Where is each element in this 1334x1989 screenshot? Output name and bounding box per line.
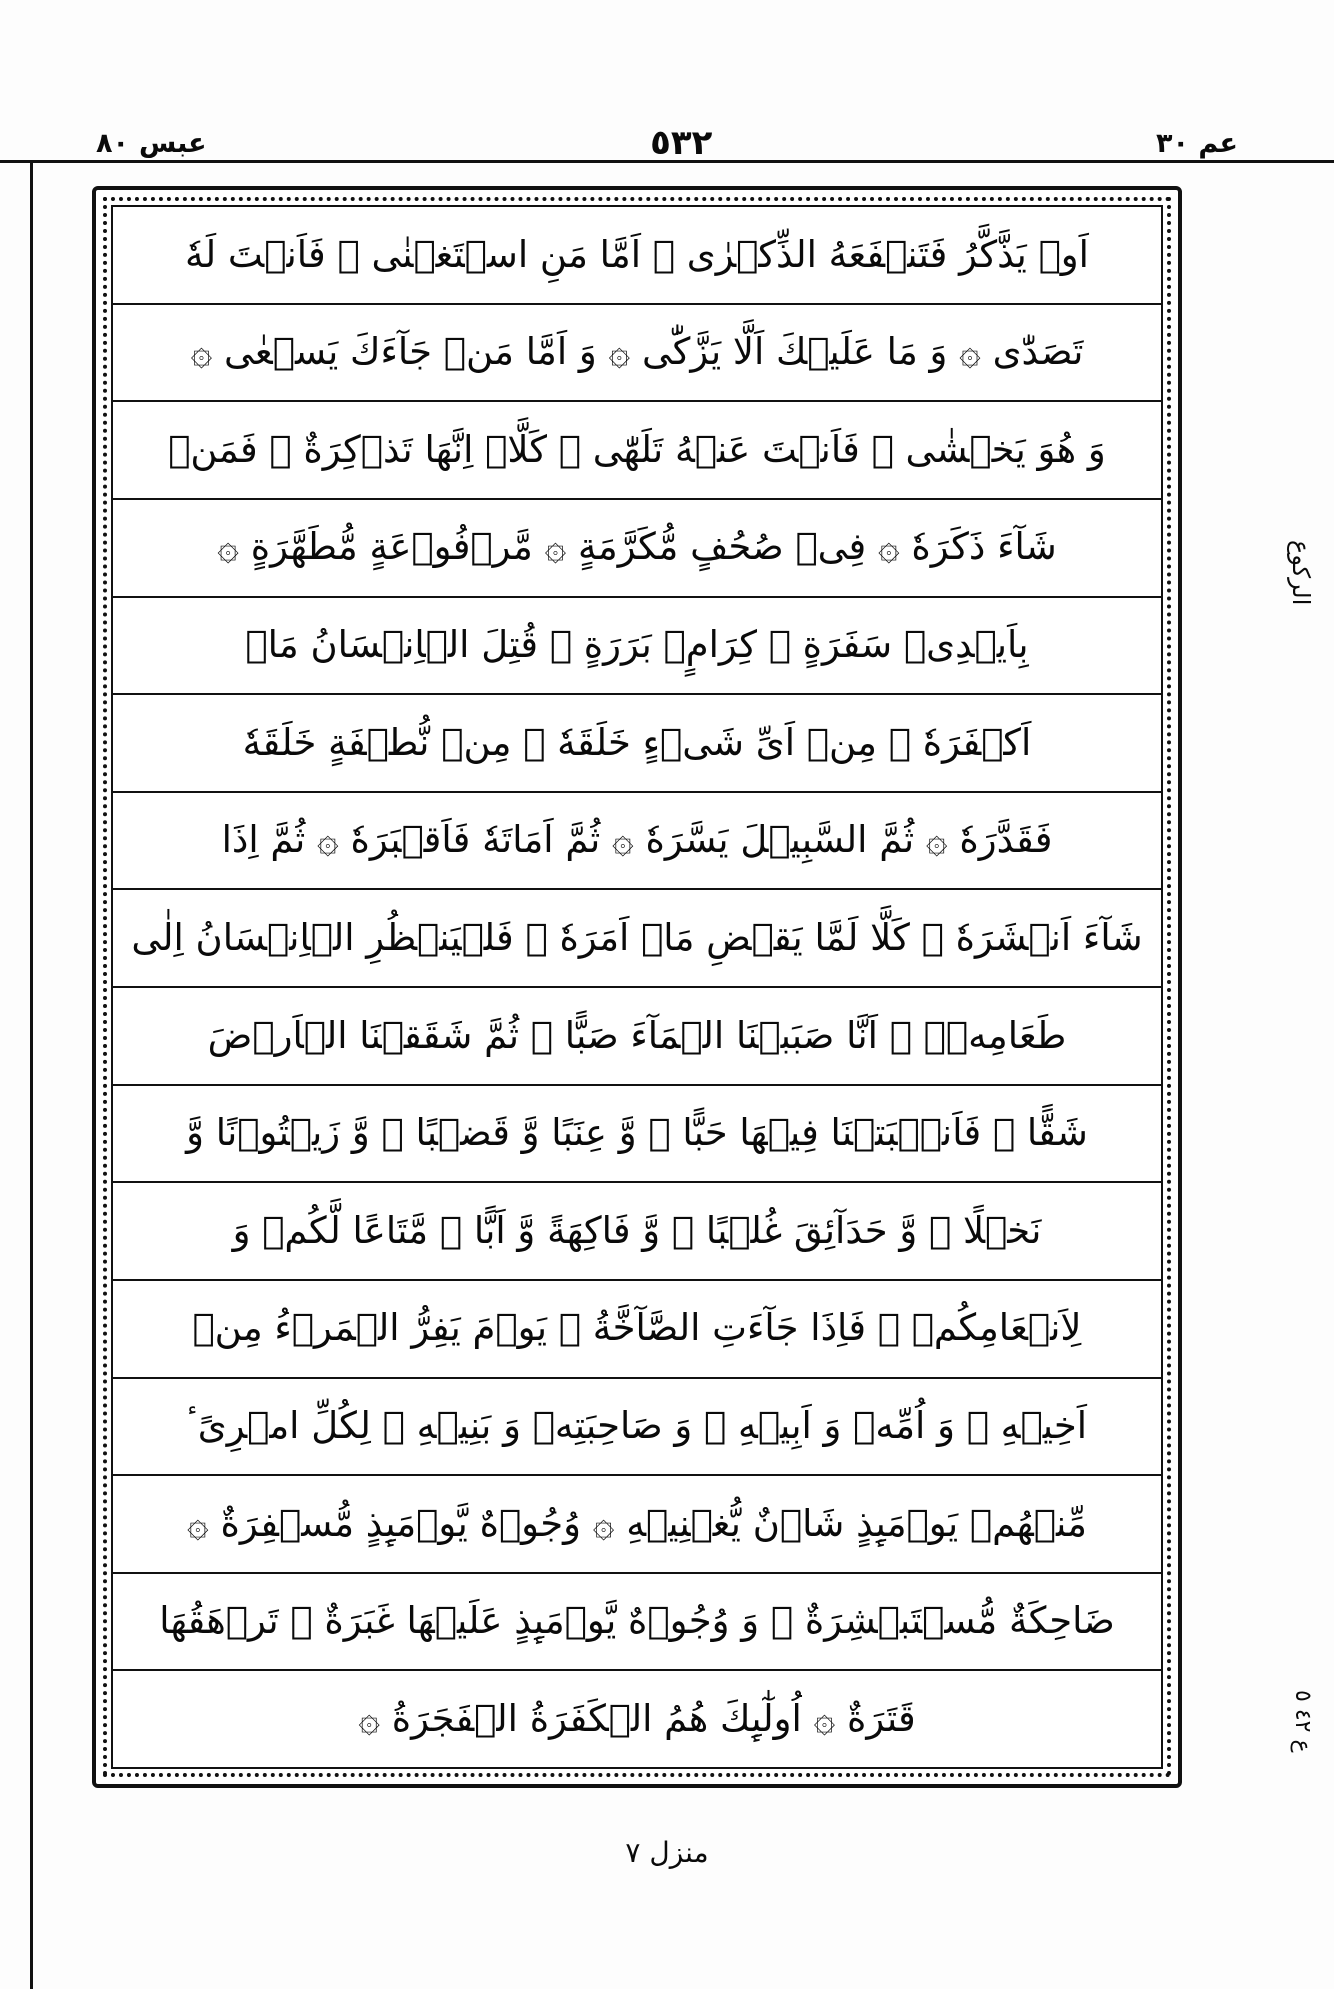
quran-line-text: تَصَدّٰی ۞ وَ مَا عَلَیۡكَ اَلَّا یَزَّكّٰی ۞ وَ اَمَّا مَنۡ جَآءَكَ یَسۡعٰی ۞: [190, 330, 1084, 374]
quran-line: [113, 1574, 1161, 1672]
header-surah-number: ٨٠: [96, 127, 129, 159]
quran-line: [113, 988, 1161, 1086]
quran-line-text: شَآءَ اَنۡشَرَهٗ ۞ كَلَّا لَمَّا یَقۡضِ مَاۤ اَمَرَهٗ ۞ فَلۡیَنۡظُرِ الۡاِنۡسَانُ اِلٰی: [131, 915, 1143, 959]
quran-line-text: اَخِیۡهِ ۞ وَ اُمِّهٖ وَ اَبِیۡهِ ۞ وَ صَاحِبَتِهٖ وَ بَنِیۡهِ ۞ لِكُلِّ امۡرِیًٴ: [186, 1404, 1088, 1448]
quran-line: [113, 207, 1161, 305]
quran-line: [113, 793, 1161, 891]
margin-bottom-note: ع ٤٢ ٥: [1290, 1690, 1315, 1753]
left-margin-rule: [30, 160, 33, 1989]
page-header: [96, 118, 1238, 168]
quran-line: [113, 890, 1161, 988]
quran-line-text: شَقًّا ۞ فَاَنۡۢبَتۡنَا فِیۡهَا حَبًّا ۞ وَّ عِنَبًا وَّ قَضۡبًا ۞ وَّ زَیۡتُوۡنًا وَّ: [186, 1111, 1088, 1155]
quran-line-text: بِاَیۡدِیۡ سَفَرَةٍ ۞ كِرَامٍۭ بَرَرَةٍ ۞ قُتِلَ الۡاِنۡسَانُ مَاۤ: [245, 623, 1029, 667]
margin-ruku-note: الرکوع: [1287, 540, 1315, 606]
quran-line: [113, 1671, 1161, 1767]
page-number: ٥٣٢: [650, 123, 713, 163]
quran-line: [113, 1281, 1161, 1379]
quran-line-text: وَ هُوَ یَخۡشٰی ۞ فَاَنۡتَ عَنۡهُ تَلَهّٰی ۞ كَلَّاۤ اِنَّهَا تَذۡكِرَةٌ ۞ فَمَنۡ: [168, 427, 1106, 471]
header-surah-name: عبس: [138, 127, 207, 159]
quran-line: [113, 1476, 1161, 1574]
text-frame: [92, 186, 1182, 1788]
header-surah-block: [96, 128, 207, 159]
quran-line-text: ضَاحِكَةٌ مُّسۡتَبۡشِرَةٌ ۞ وَ وُجُوۡهٌ یَّوۡمَىِٕذٍ عَلَیۡهَا غَبَرَةٌ ۞ تَرۡهَقُهَا: [159, 1599, 1115, 1643]
quran-line-text: نَخۡلًا ۞ وَّ حَدَآئِقَ غُلۡبًا ۞ وَّ فَاكِهَةً وَّ اَبًّا ۞ مَّتَاعًا لَّكُمۡ وَ: [232, 1208, 1042, 1252]
quran-line-text: اَوۡ یَذَّكَّرُ فَتَنۡفَعَهُ الذِّكۡرٰی ۞ اَمَّا مَنِ اسۡتَغۡنٰی ۞ فَاَنۡتَ لَهٗ: [185, 232, 1089, 276]
footer-manzil: منزل ٧: [625, 1836, 709, 1869]
quran-line: [113, 1086, 1161, 1184]
quran-line-text: طَعَامِهٖۤ ۞ اَنَّا صَبَبۡنَا الۡمَآءَ صَبًّا ۞ ثُمَّ شَقَقۡنَا الۡاَرۡضَ: [207, 1013, 1067, 1057]
quran-line: [113, 1183, 1161, 1281]
quran-line-text: شَآءَ ذَكَرَهٗ ۞ فِیۡ صُحُفٍ مُّكَرَّمَةٍ ۞ مَّرۡفُوۡعَةٍ مُّطَهَّرَةٍ ۞: [217, 525, 1057, 569]
text-lines-container: [111, 205, 1163, 1769]
quran-line-text: اَكۡفَرَهٗ ۞ مِنۡ اَیِّ شَیۡءٍ خَلَقَهٗ ۞ مِنۡ نُّطۡفَةٍ خَلَقَهٗ: [242, 720, 1032, 764]
quran-line: [113, 1379, 1161, 1477]
text-frame-dotted-border: [103, 197, 1171, 1777]
quran-line-text: قَتَرَةٌ ۞ اُولٰٓىِٕكَ هُمُ الۡكَفَرَةُ الۡفَجَرَةُ ۞: [358, 1696, 916, 1740]
quran-line: [113, 305, 1161, 403]
quran-line: [113, 500, 1161, 598]
quran-line-text: مِّنۡهُمۡ یَوۡمَىِٕذٍ شَاۡنٌ یُّغۡنِیۡهِ ۞ وُجُوۡهٌ یَّوۡمَىِٕذٍ مُّسۡفِرَةٌ ۞: [187, 1501, 1087, 1545]
quran-line: [113, 402, 1161, 500]
quran-line-text: فَقَدَّرَهٗ ۞ ثُمَّ السَّبِیۡلَ یَسَّرَهٗ ۞ ثُمَّ اَمَاتَهٗ فَاَقۡبَرَهٗ ۞ ثُمَّ اِذَا: [221, 818, 1053, 862]
header-juz-label: عم ٣٠: [1156, 127, 1238, 159]
quran-line-text: لِاَنۡعَامِكُمۡ ۞ فَاِذَا جَآءَتِ الصَّآخَّةُ ۞ یَوۡمَ یَفِرُّ الۡمَرۡءُ مِنۡ: [192, 1306, 1082, 1350]
quran-line: [113, 598, 1161, 696]
quran-line: [113, 695, 1161, 793]
